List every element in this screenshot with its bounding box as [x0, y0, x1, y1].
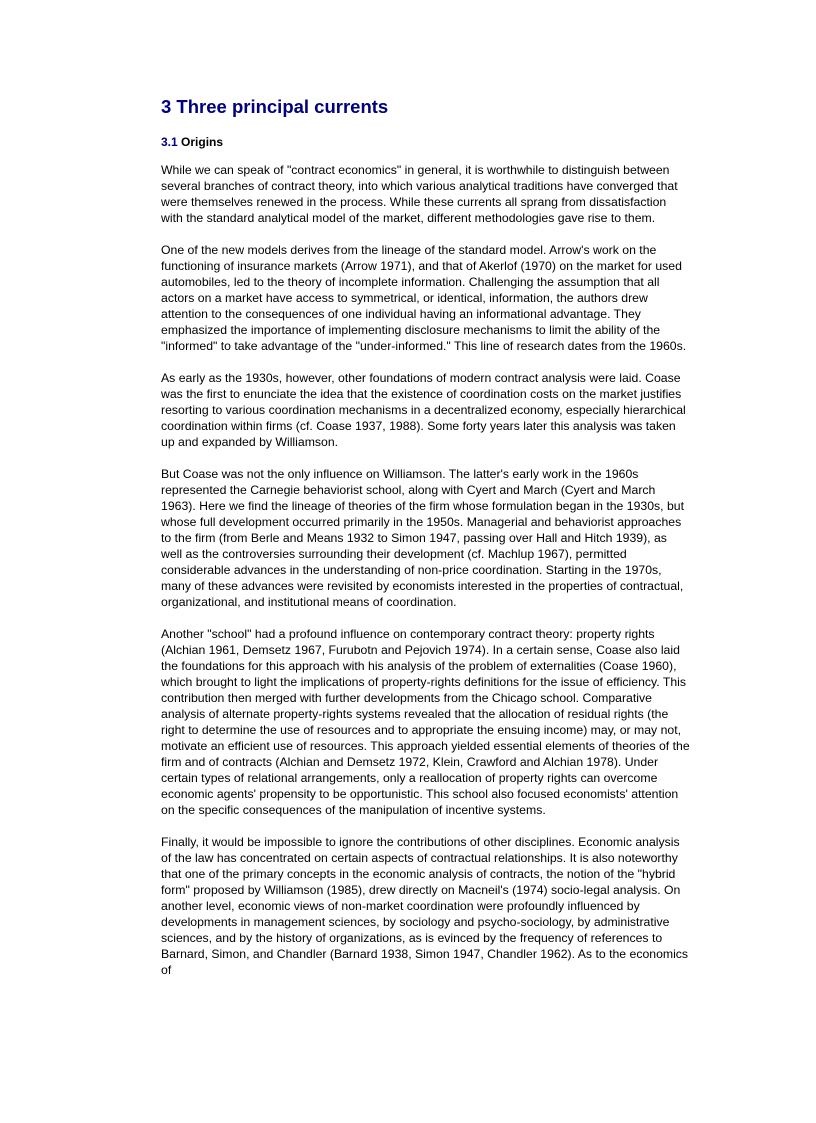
section-heading — [161, 134, 691, 150]
document-page — [161, 96, 691, 994]
paragraph: One of the new models derives from the lineage of the standard model. Arrow's work on the functioning of insurance markets (Arrow 1971), and that of Akerlof (1970) on the market for used automobiles, led to the theory of incomplete information. Challenging the assumption that all actors on a market have access to symmetrical, or identical, information, the authors drew attention to the consequences of one individual having an informational advantage. They emphasized the importance of implementing disclosure mechanisms to limit the ability of the "informed" to take advantage of the "under-informed." This line of research dates from the 1960s. — [161, 243, 687, 353]
section-number: 3.1 — [161, 135, 178, 149]
paragraph: While we can speak of "contract economics" in general, it is worthwhile to distinguish between several branches of contract theory, into which various analytical traditions have converged that were themselves renewed in the process. While these currents all sprang from dissatisfaction with the standard analytical model of the market, different methodologies gave rise to them. — [161, 163, 678, 225]
paragraph: Finally, it would be impossible to ignore the contributions of other disciplines. Economic analysis of the law has concentrated on certain aspects of contractual relationships. It is also noteworthy that one of the primary concepts in the economic analysis of contracts, the notion of the "hybrid form" proposed by Williamson (1985), drew directly on Macneil's (1974) socio-legal analysis. On another level, economic views of non-market coordination were profoundly influenced by developments in management sciences, by sociology and psycho-sociology, by administrative sciences, and by the history of organizations, as is evinced by the frequency of references to Barnard, Simon, and Chandler (Barnard 1938, Simon 1947, Chandler 1962). As to the economics of — [161, 835, 689, 977]
paragraph: Another "school" had a profound influence on contemporary contract theory: property rights (Alchian 1961, Demsetz 1967, Furubotn and Pejovich 1974). In a certain sense, Coase also laid the foundations for this approach with his analysis of the problem of externalities (Coase 1960), which brought to light the implications of property-rights definitions for the issue of efficiency. This contribution then merged with further developments from the Chicago school. Comparative analysis of alternate property-rights systems revealed that the allocation of residual rights (the right to determine the use of resources and to appropriate the ensuing income) may, or may not, motivate an efficient use of resources. This approach yielded essential elements of theories of the firm and of contracts (Alchian and Demsetz 1972, Klein, Crawford and Alchian 1978). Under certain types of relational arrangements, only a reallocation of property rights can overcome economic agents' propensity to be opportunistic. This school also focused economists' attention on the specific consequences of the manipulation of incentive systems. — [161, 627, 690, 817]
paragraph: As early as the 1930s, however, other foundations of modern contract analysis were laid. Coase was the first to enunciate the idea that the existence of coordination costs on the market justifies resorting to various coordination mechanisms in a decentralized economy, especially hierarchical coordination within firms (cf. Coase 1937, 1988). Some forty years later this analysis was taken up and expanded by Williamson. — [161, 371, 686, 449]
paragraph: But Coase was not the only influence on Williamson. The latter's early work in the 1960s represented the Carnegie behaviorist school, along with Cyert and March (Cyert and March 1963). Here we find the lineage of theories of the firm whose formulation began in the 1930s, but whose full development occurred primarily in the 1950s. Managerial and behaviorist approaches to the firm (from Berle and Means 1932 to Simon 1947, passing over Hall and Hitch 1939), as well as the controversies surrounding their development (cf. Machlup 1967), permitted considerable advances in the understanding of non-price coordination. Starting in the 1970s, many of these advances were revisited by economists interested in the properties of contractual, organizational, and institutional means of coordination. — [161, 467, 684, 609]
section-title: Origins — [181, 135, 224, 149]
chapter-title: 3 Three principal currents — [161, 96, 389, 117]
